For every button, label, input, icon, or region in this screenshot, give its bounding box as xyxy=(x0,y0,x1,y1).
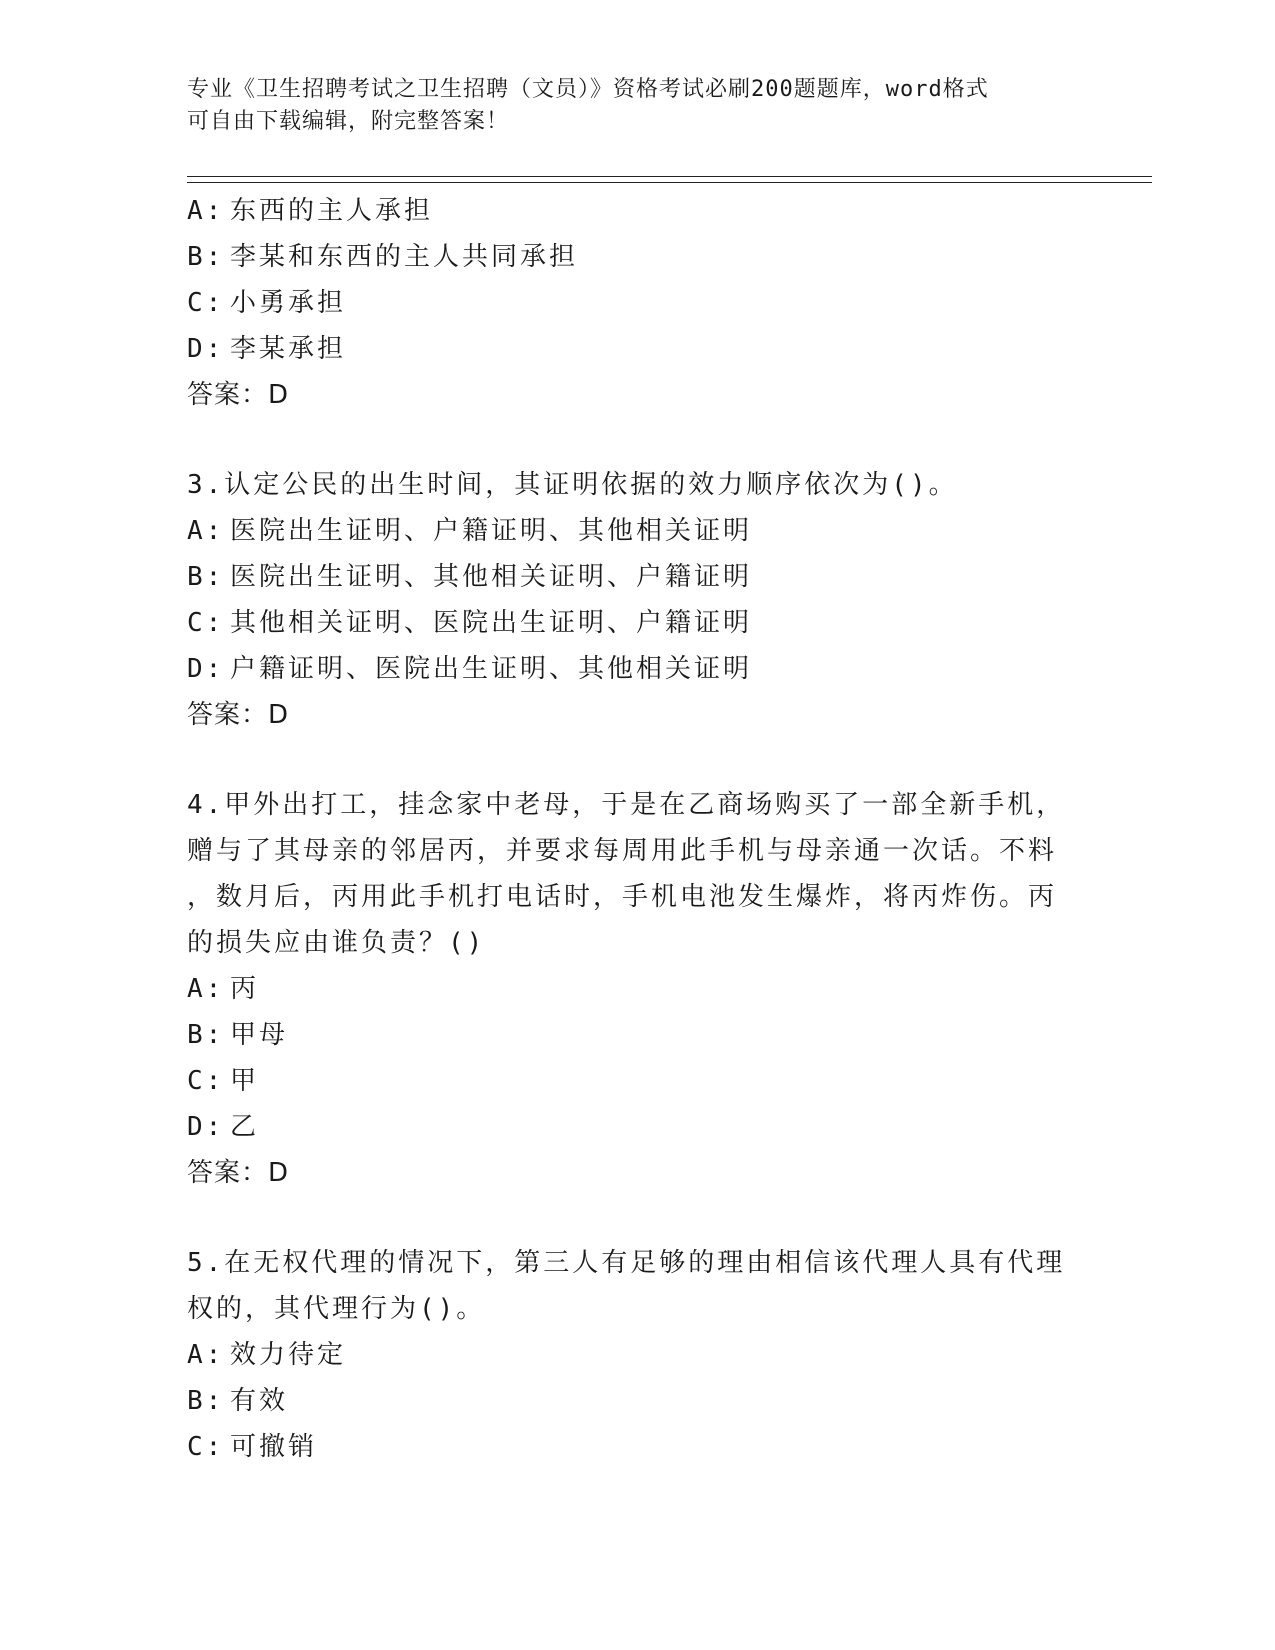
option-text: 户籍证明、医院出生证明、其他相关证明 xyxy=(230,654,753,684)
option-b xyxy=(187,234,1067,280)
spacer xyxy=(187,418,1067,462)
option-c xyxy=(187,280,1067,326)
answer-line: 答案：D xyxy=(187,1158,290,1188)
option-text: 可撤销 xyxy=(230,1432,318,1462)
option-b xyxy=(187,554,1067,600)
option-text: 效力待定 xyxy=(230,1340,347,1370)
answer-line: 答案：D xyxy=(187,380,290,410)
option-label: C: xyxy=(187,1066,225,1096)
question-stem: 3.认定公民的出生时间，其证明依据的效力顺序依次为()。 xyxy=(187,470,958,500)
option-text: 其他相关证明、医院出生证明、户籍证明 xyxy=(230,608,753,638)
option-c xyxy=(187,1424,1067,1470)
option-text: 乙 xyxy=(230,1112,260,1142)
option-label: B: xyxy=(187,562,225,592)
question-4 xyxy=(187,782,1067,1196)
question-5 xyxy=(187,1240,1067,1470)
option-a xyxy=(187,508,1067,554)
option-a xyxy=(187,188,1067,234)
header-line-1: 专业《卫生招聘考试之卫生招聘（文员）》资格考试必刷200题题库，word格式 xyxy=(187,77,989,102)
option-text: 医院出生证明、户籍证明、其他相关证明 xyxy=(230,516,753,546)
option-text: 丙 xyxy=(230,974,260,1004)
option-c xyxy=(187,1058,1067,1104)
option-text: 小勇承担 xyxy=(230,288,347,318)
header-rule-top xyxy=(187,176,1152,177)
option-label: D: xyxy=(187,1112,225,1142)
option-label: D: xyxy=(187,654,225,684)
option-label: C: xyxy=(187,608,225,638)
question-stem-line-3: ，数月后，丙用此手机打电话时，手机电池发生爆炸，将丙炸伤。丙 xyxy=(187,882,1058,912)
option-label: C: xyxy=(187,1432,225,1462)
question-stem-line-1: 4.甲外出打工，挂念家中老母，于是在乙商场购买了一部全新手机， xyxy=(187,790,1066,820)
option-b xyxy=(187,1012,1067,1058)
option-a xyxy=(187,1332,1067,1378)
option-text: 李某和东西的主人共同承担 xyxy=(230,242,579,272)
option-label: C: xyxy=(187,288,225,318)
option-b xyxy=(187,1378,1067,1424)
answer-line: 答案：D xyxy=(187,700,290,730)
question-stem-line-2: 赠与了其母亲的邻居丙，并要求每周用此手机与母亲通一次话。不料 xyxy=(187,836,1058,866)
document-header xyxy=(187,74,1067,138)
question-3 xyxy=(187,462,1067,738)
option-d xyxy=(187,326,1067,372)
question-2-tail xyxy=(187,188,1067,418)
question-stem-line-1: 5.在无权代理的情况下，第三人有足够的理由相信该代理人具有代理 xyxy=(187,1248,1066,1278)
option-text: 李某承担 xyxy=(230,334,347,364)
option-text: 医院出生证明、其他相关证明、户籍证明 xyxy=(230,562,753,592)
option-text: 有效 xyxy=(230,1386,289,1416)
option-label: B: xyxy=(187,1020,225,1050)
option-text: 甲母 xyxy=(230,1020,289,1050)
option-label: D: xyxy=(187,334,225,364)
question-stem-line-4: 的损失应由谁负责？() xyxy=(187,928,486,958)
option-a xyxy=(187,966,1067,1012)
option-label: B: xyxy=(187,1386,225,1416)
spacer xyxy=(187,738,1067,782)
spacer xyxy=(187,1196,1067,1240)
option-label: A: xyxy=(187,1340,225,1370)
option-text: 东西的主人承担 xyxy=(230,196,434,226)
question-list xyxy=(187,188,1067,1470)
header-line-2: 可自由下载编辑，附完整答案！ xyxy=(187,109,510,134)
option-label: A: xyxy=(187,196,225,226)
header-rule-bottom xyxy=(187,182,1152,183)
option-text: 甲 xyxy=(230,1066,260,1096)
option-d xyxy=(187,1104,1067,1150)
option-d xyxy=(187,646,1067,692)
option-c xyxy=(187,600,1067,646)
option-label: B: xyxy=(187,242,225,272)
question-stem-line-2: 权的，其代理行为()。 xyxy=(187,1294,486,1324)
option-label: A: xyxy=(187,974,225,1004)
option-label: A: xyxy=(187,516,225,546)
